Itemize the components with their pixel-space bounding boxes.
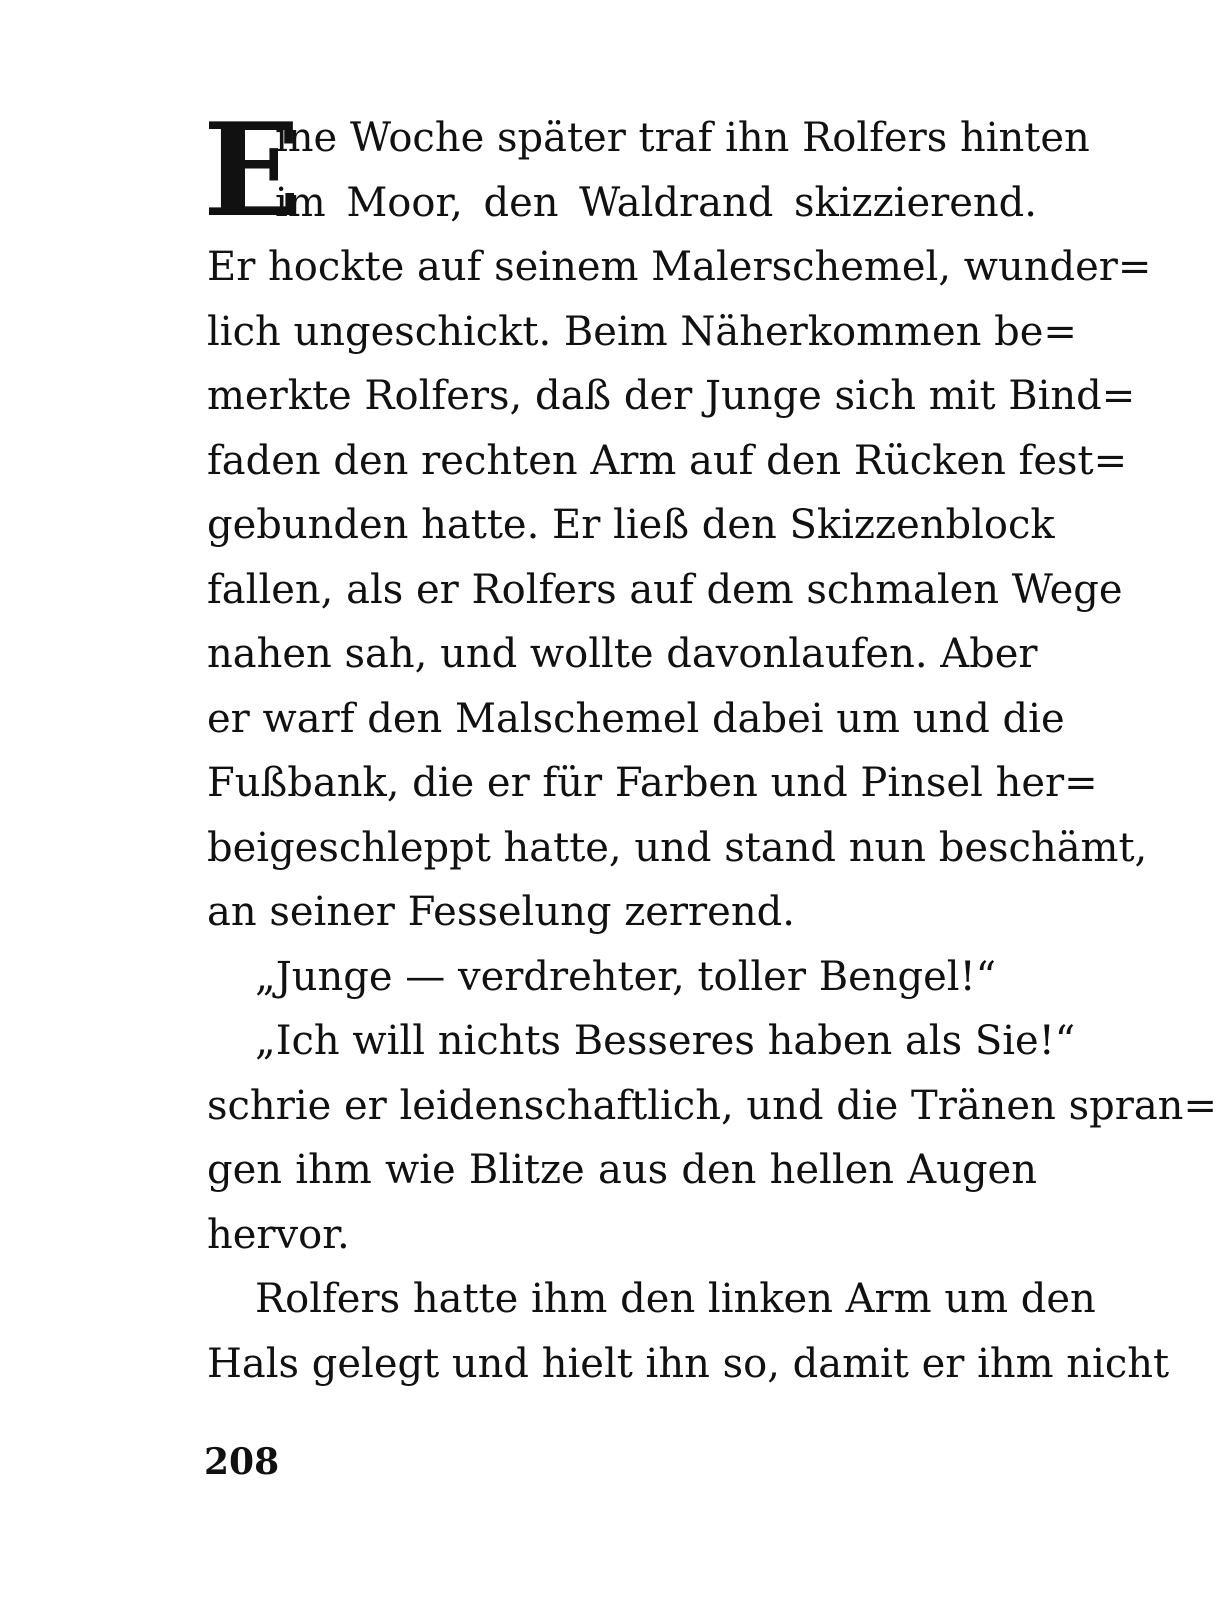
page-number: 208 bbox=[204, 1441, 280, 1483]
text-line: lich ungeschickt. Beim Näherkommen be= bbox=[207, 308, 1077, 355]
text-line: gebunden hatte. Er ließ den Skizzenblock bbox=[207, 502, 1055, 548]
text-line: faden den rechten Arm auf den Rücken fest= bbox=[207, 437, 1128, 484]
text-line: er warf den Malschemel dabei um und die bbox=[207, 695, 1065, 742]
text-line: im Moor, den Waldrand skizzierend. bbox=[275, 179, 1037, 226]
text-line: Hals gelegt und hielt ihn so, damit er ihm nicht bbox=[207, 1340, 1170, 1387]
text-line: fallen, als er Rolfers auf dem schmalen Wege bbox=[207, 566, 1123, 613]
body-text bbox=[203, 96, 1217, 1396]
text-line: hervor. bbox=[207, 1211, 350, 1258]
text-line: Rolfers hatte ihm den linken Arm um den bbox=[255, 1276, 1096, 1322]
text-line: nahen sah, und wollte davonlaufen. Aber bbox=[207, 631, 1038, 677]
text-line: Fußbank, die er für Farben und Pinsel her= bbox=[207, 760, 1098, 806]
dialogue-line: „Junge — verdrehter, toller Bengel!“ bbox=[255, 953, 997, 1000]
text-line: ine Woche später traf ihn Rolfers hinten bbox=[275, 115, 1090, 161]
text-line: beigeschleppt hatte, und stand nun beschämt, bbox=[207, 824, 1148, 871]
drop-cap: E bbox=[203, 96, 301, 246]
dialogue-line: „Ich will nichts Besseres haben als Sie!“ bbox=[255, 1018, 1076, 1064]
text-line: gen ihm wie Blitze aus den hellen Augen bbox=[207, 1147, 1037, 1193]
text-line: merkte Rolfers, daß der Junge sich mit Bind= bbox=[207, 373, 1136, 419]
text-line: an seiner Fesselung zerrend. bbox=[207, 889, 795, 935]
text-line: schrie er leidenschaftlich, und die Tränen spran= bbox=[207, 1082, 1217, 1129]
text-line: Er hockte auf seinem Malerschemel, wunder= bbox=[207, 244, 1152, 290]
first-paragraph bbox=[203, 96, 1090, 246]
